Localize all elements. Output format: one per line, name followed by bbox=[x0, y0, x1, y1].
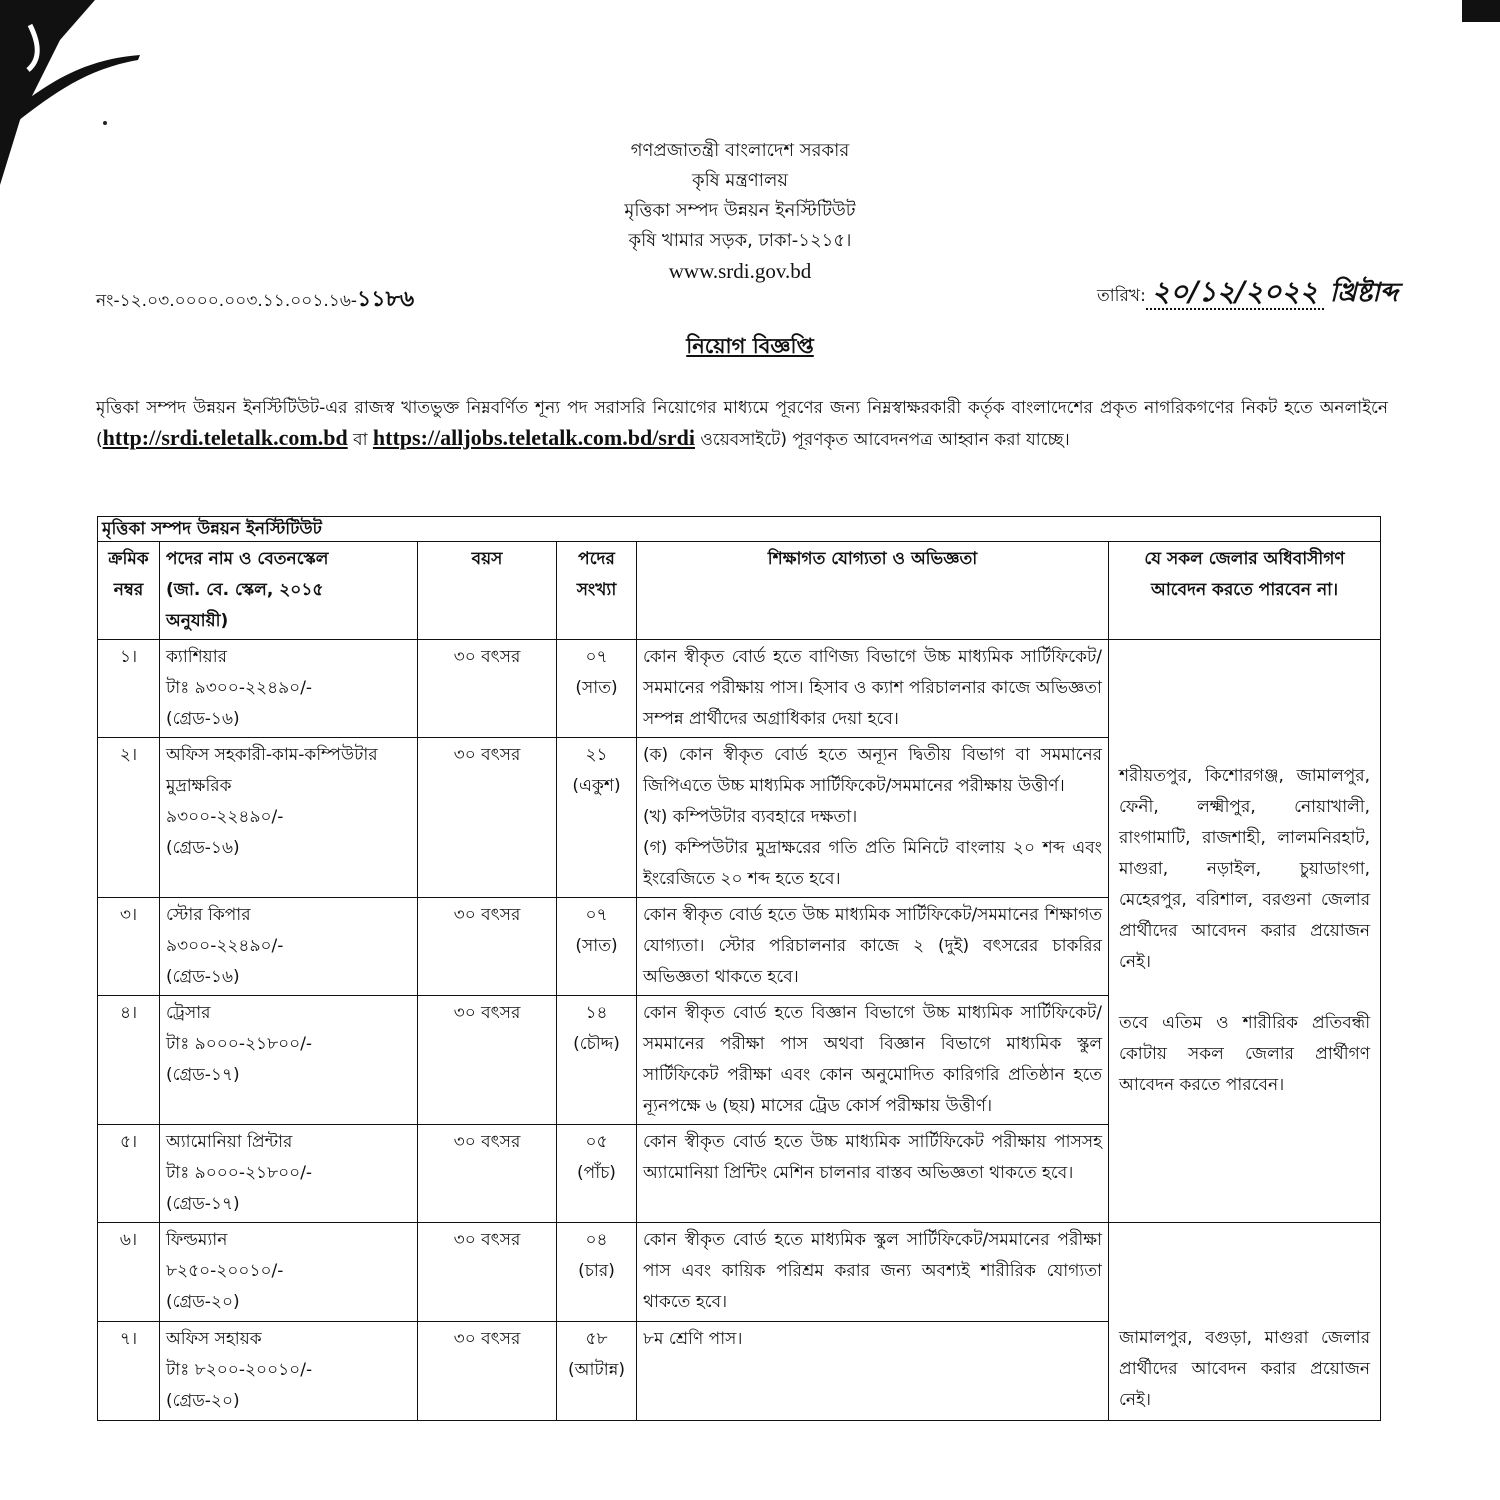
count-line: ৫৮ bbox=[585, 1329, 608, 1349]
scan-corner-shadow bbox=[0, 0, 160, 190]
post-line: (গ্রেড-১৬) bbox=[166, 838, 240, 858]
post-cell bbox=[160, 640, 418, 738]
count-line: (একুশ) bbox=[572, 776, 621, 796]
count-line: (পাঁচ) bbox=[577, 1163, 616, 1183]
count-cell bbox=[557, 996, 637, 1125]
post-line: (গ্রেড-২০) bbox=[166, 1292, 240, 1312]
qualification-cell bbox=[637, 1223, 1109, 1322]
government-name: গণপ্রজাতন্ত্রী বাংলাদেশ সরকার bbox=[630, 140, 850, 161]
serial-cell: ৩। bbox=[98, 898, 160, 996]
serial-cell: ৪। bbox=[98, 996, 160, 1125]
age-cell: ৩০ বৎসর bbox=[418, 640, 557, 738]
post-line: (গ্রেড-১৬) bbox=[166, 709, 240, 729]
notice-title: নিয়োগ বিজ্ঞপ্তি bbox=[686, 334, 814, 358]
intro-paragraph bbox=[96, 393, 1388, 455]
intro-text-before: মৃত্তিকা সম্পদ উন্নয়ন ইনস্টিটিউট-এর রাজস্ব খাতভুক্ত নিম্নবর্ণিত শূন্য পদ সরাসরি নিয়োগের মাধ্যমে পূরণের জন্য নিম্নস্বাক্ষরকারী কর্তৃক বাংলাদেশের প্রকৃত নাগরিকগণের নিকট হতে অনলাইনে ( bbox=[96, 398, 1388, 450]
header-post: পদের নাম ও বেতনস্কেল (জা. বে. স্কেল, ২০১৫ অনুযায়ী) bbox=[160, 542, 418, 640]
post-line: ৯৩০০-২২৪৯০/- bbox=[166, 936, 284, 956]
institute-name: মৃত্তিকা সম্পদ উন্নয়ন ইনস্টিটিউট bbox=[624, 200, 856, 221]
post-line: ৯৩০০-২২৪৯০/- bbox=[166, 807, 284, 827]
qualification-line: ৮ম শ্রেণি পাস। bbox=[643, 1329, 743, 1349]
count-cell bbox=[557, 738, 637, 898]
count-cell bbox=[557, 1322, 637, 1421]
count-line: (চার) bbox=[578, 1261, 615, 1281]
age-cell: ৩০ বৎসর bbox=[418, 898, 557, 996]
post-cell bbox=[160, 1125, 418, 1223]
qualification-line: কোন স্বীকৃত বোর্ড হতে বাণিজ্য বিভাগে উচ্চ মাধ্যমিক সার্টিফিকেট/ সমমানের পরীক্ষায় পাস। হিসাব ও ক্যাশ পরিচালনার কাজে অভিজ্ঞতা সম্পন্ন প্রার্থীদের অগ্রাধিকার দেয়া হবে। bbox=[643, 647, 1102, 729]
age-cell: ৩০ বৎসর bbox=[418, 1125, 557, 1223]
table-header-row bbox=[98, 542, 1381, 640]
qualification-line: (গ) কম্পিউটার মুদ্রাক্ষরের গতি প্রতি মিনিটে বাংলায় ২০ শব্দ এবং ইংরেজিতে ২০ শব্দ হতে হবে। bbox=[643, 838, 1102, 889]
post-cell bbox=[160, 1322, 418, 1421]
post-line: অফিস সহকারী-কাম-কম্পিউটার bbox=[166, 745, 378, 765]
post-line: টাঃ ৮২০০-২০০১০/- bbox=[166, 1360, 313, 1380]
table-row bbox=[98, 640, 1381, 738]
count-cell bbox=[557, 1125, 637, 1223]
serial-cell: ১। bbox=[98, 640, 160, 738]
date-label: তারিখ: bbox=[1097, 286, 1146, 306]
post-cell bbox=[160, 898, 418, 996]
intro-connector: বা bbox=[353, 430, 368, 450]
post-line: অফিস সহায়ক bbox=[166, 1329, 262, 1349]
district-list-text: জামালপুর, বগুড়া, মাগুরা জেলার প্রার্থীদের আবেদন করার প্রয়োজন নেই। bbox=[1119, 1328, 1371, 1410]
qualification-line: কোন স্বীকৃত বোর্ড হতে বিজ্ঞান বিভাগে উচ্চ মাধ্যমিক সার্টিফিকেট/সমমানের পরীক্ষা পাস অথবা বিজ্ঞান বিভাগে মাধ্যমিক স্কুল সার্টিফিকেট পরীক্ষা এবং কোন অনুমোদিত কারিগরি প্রতিষ্ঠান হতে ন্যূনপক্ষে ৬ (ছয়) মাসের ট্রেড কোর্স পরীক্ষায় উত্তীর্ণ। bbox=[643, 1003, 1102, 1116]
post-line: টাঃ ৯০০০-২১৮০০/- bbox=[166, 1163, 313, 1183]
header-districts: যে সকল জেলার অধিবাসীগণ আবেদন করতে পারবেন না। bbox=[1109, 542, 1381, 640]
post-line: মুদ্রাক্ষরিক bbox=[166, 776, 232, 796]
qualification-cell bbox=[637, 640, 1109, 738]
qualification-line: (খ) কম্পিউটার ব্যবহারে দক্ষতা। bbox=[643, 807, 858, 827]
post-cell bbox=[160, 738, 418, 898]
count-line: (চৌদ্দ) bbox=[573, 1034, 620, 1054]
scan-edge-mark bbox=[1462, 0, 1500, 22]
count-cell bbox=[557, 640, 637, 738]
institute-address: কৃষি খামার সড়ক, ঢাকা-১২১৫। bbox=[628, 230, 852, 251]
intro-text-after: ওয়েবসাইটে) পূরণকৃত আবেদনপত্র আহ্বান করা যাচ্ছে। bbox=[700, 430, 1070, 450]
district-list-text: শরীয়তপুর, কিশোরগঞ্জ, জামালপুর, ফেনী, লক্ষ্মীপুর, নোয়াখালী, রাংগামাটি, রাজশাহী, লালমনিরহাট, মাগুরা, নড়াইল, চুয়াডাংগা, মেহেরপুর, বরিশাল, বরগুনা জেলার প্রার্থীদের আবেদন করার প্রয়োজন নেই। bbox=[1119, 766, 1371, 972]
count-line: ০৪ bbox=[585, 1230, 608, 1250]
count-line: ০৭ bbox=[585, 905, 608, 925]
post-line: (গ্রেড-১৭) bbox=[166, 1194, 240, 1214]
ministry-name: কৃষি মন্ত্রণালয় bbox=[691, 170, 788, 191]
memo-number-text: নং-১২.০৩.০০০০.০০৩.১১.০০১.১৬- bbox=[96, 291, 358, 311]
post-line: অ্যামোনিয়া প্রিন্টার bbox=[166, 1132, 293, 1152]
count-line: (সাত) bbox=[575, 936, 618, 956]
district-restriction-cell bbox=[1109, 640, 1381, 1223]
count-line: ১৪ bbox=[585, 1003, 608, 1023]
table-caption: মৃত্তিকা সম্পদ উন্নয়ন ইনস্টিটিউট bbox=[98, 517, 1381, 542]
post-line: (গ্রেড-১৬) bbox=[166, 967, 240, 987]
memo-handwritten-number: ১১৮৬ bbox=[357, 286, 415, 312]
post-cell bbox=[160, 996, 418, 1125]
date-line bbox=[1097, 270, 1398, 317]
post-cell bbox=[160, 1223, 418, 1322]
qualification-line: কোন স্বীকৃত বোর্ড হতে উচ্চ মাধ্যমিক সার্টিফিকেট পরীক্ষায় পাসসহ অ্যামোনিয়া প্রিন্টিং মেশিন চালনার বাস্তব অভিজ্ঞতা থাকতে হবে। bbox=[643, 1132, 1102, 1183]
post-line: (গ্রেড-২০) bbox=[166, 1391, 240, 1411]
district-exception-note: তবে এতিম ও শারীরিক প্রতিবন্ধী কোটায় সকল জেলার প্রার্থীগণ আবেদন করতে পারবেন। bbox=[1119, 1013, 1371, 1095]
count-cell bbox=[557, 1223, 637, 1322]
date-handwritten-note: খ্রিষ্টাব্দ bbox=[1329, 278, 1399, 308]
count-line: (সাত) bbox=[575, 678, 618, 698]
count-line: (আটান্ন) bbox=[568, 1360, 625, 1380]
header-qualification: শিক্ষাগত যোগ্যতা ও অভিজ্ঞতা bbox=[637, 542, 1109, 640]
qualification-cell bbox=[637, 1322, 1109, 1421]
age-cell: ৩০ বৎসর bbox=[418, 1223, 557, 1322]
post-line: ক্যাশিয়ার bbox=[166, 647, 227, 667]
qualification-line: (ক) কোন স্বীকৃত বোর্ড হতে অন্যূন দ্বিতীয় বিভাগ বা সমমানের জিপিএতে উচ্চ মাধ্যমিক সার্টিফিকেট/সমমানের পরীক্ষায় উত্তীর্ণ। bbox=[643, 745, 1102, 796]
table-row bbox=[98, 1223, 1381, 1322]
post-line: টাঃ ৯৩০০-২২৪৯০/- bbox=[166, 678, 313, 698]
teletalk-link[interactable]: http://srdi.teletalk.com.bd bbox=[102, 425, 348, 450]
qualification-line: কোন স্বীকৃত বোর্ড হতে উচ্চ মাধ্যমিক সার্টিফিকেট/সমমানের শিক্ষাগত যোগ্যতা। স্টোর পরিচালনার কাজে ২ (দুই) বৎসরের চাকরির অভিজ্ঞতা থাকতে হবে। bbox=[643, 905, 1102, 987]
header-age: বয়স bbox=[418, 542, 557, 640]
count-cell bbox=[557, 898, 637, 996]
header-count: পদের সংখ্যা bbox=[557, 542, 637, 640]
alljobs-link[interactable]: https://alljobs.teletalk.com.bd/srdi bbox=[372, 425, 695, 450]
post-line: ফিল্ডম্যান bbox=[166, 1230, 228, 1250]
vacancy-table bbox=[97, 516, 1381, 1421]
post-line: স্টোর কিপার bbox=[166, 905, 251, 925]
date-handwritten-value: ২০/১২/২০২২ bbox=[1146, 275, 1324, 310]
memo-number bbox=[96, 282, 414, 319]
serial-cell: ৫। bbox=[98, 1125, 160, 1223]
age-cell: ৩০ বৎসর bbox=[418, 738, 557, 898]
post-line: টাঃ ৯০০০-২১৮০০/- bbox=[166, 1034, 313, 1054]
post-line: ৮২৫০-২০০১০/- bbox=[166, 1261, 284, 1281]
serial-cell: ৬। bbox=[98, 1223, 160, 1322]
website-link[interactable]: www.srdi.gov.bd bbox=[668, 259, 812, 283]
qualification-cell bbox=[637, 1125, 1109, 1223]
qualification-cell bbox=[637, 996, 1109, 1125]
age-cell: ৩০ বৎসর bbox=[418, 996, 557, 1125]
district-restriction-cell bbox=[1109, 1223, 1381, 1421]
age-cell: ৩০ বৎসর bbox=[418, 1322, 557, 1421]
qualification-line: কোন স্বীকৃত বোর্ড হতে মাধ্যমিক স্কুল সার্টিফিকেট/সমমানের পরীক্ষা পাস এবং কায়িক পরিশ্রম করার জন্য অবশ্যই শারীরিক যোগ্যতা থাকতে হবে। bbox=[643, 1230, 1102, 1312]
count-line: ২১ bbox=[585, 745, 608, 765]
count-line: ০৫ bbox=[585, 1132, 608, 1152]
qualification-cell bbox=[637, 738, 1109, 898]
qualification-cell bbox=[637, 898, 1109, 996]
post-line: ট্রেসার bbox=[166, 1003, 211, 1023]
serial-cell: ৭। bbox=[98, 1322, 160, 1421]
post-line: (গ্রেড-১৭) bbox=[166, 1065, 240, 1085]
header-serial: ক্রমিক নম্বর bbox=[98, 542, 160, 640]
letterhead bbox=[540, 136, 940, 286]
count-line: ০৭ bbox=[585, 647, 608, 667]
serial-cell: ২। bbox=[98, 738, 160, 898]
